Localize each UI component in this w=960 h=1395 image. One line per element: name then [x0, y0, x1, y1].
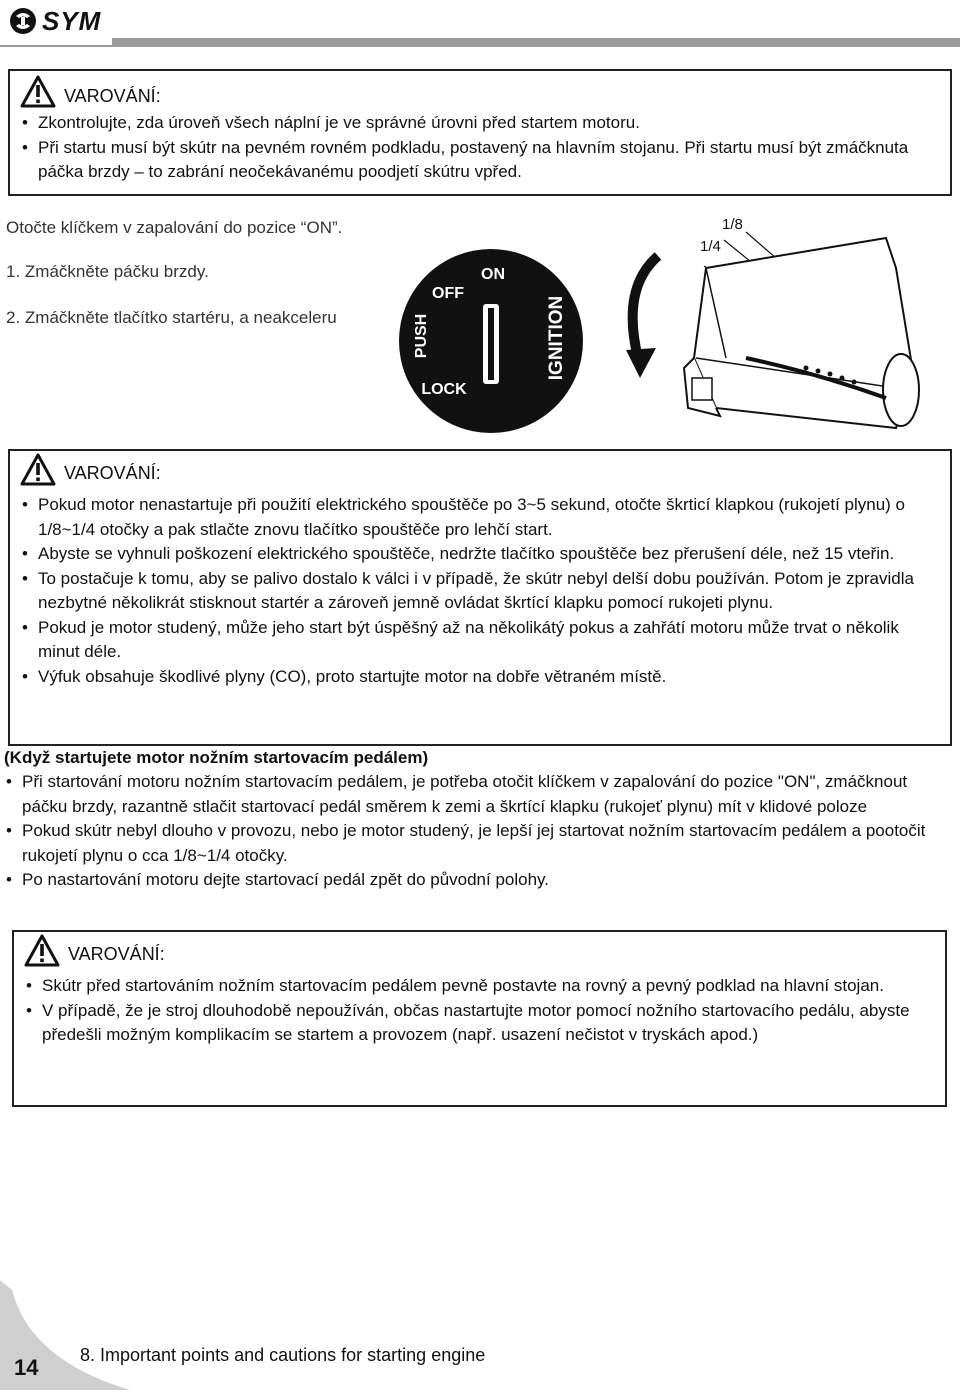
warning-list	[20, 493, 940, 689]
kick-start-section	[4, 746, 944, 893]
ignition-off-label: OFF	[432, 285, 464, 302]
warning-title	[24, 934, 935, 968]
page-number: 14	[14, 1355, 39, 1380]
warning-triangle-icon	[20, 453, 56, 487]
kick-start-list	[4, 770, 944, 893]
step-intro: Otočte klíčkem v zapalování do pozice “ON”.	[6, 218, 343, 237]
warning-list	[24, 974, 935, 1048]
list-item: • Pokud skútr nebyl dlouho v provozu, nebo je motor studený, je lepší jej startovat nožním startovacím pedálem a pootočit rukojetí plynu o cca 1/8~1/4 otočky.	[4, 819, 944, 868]
step-1: 1. Zmáčkněte páčku brzdy.	[6, 262, 209, 281]
list-item: • Abyste se vyhnuli poškození elektrického spouštěče, nedržte tlačítko spouštěče bez přerušení déle, než 15 vteřin.	[20, 542, 940, 567]
list-item: • Pokud je motor studený, může jeho start být úspěšný až na několikátý pokus a zahřátí motoru může trvat o několik minut déle.	[20, 616, 940, 665]
ignition-push-label: PUSH	[413, 313, 430, 359]
sym-emblem-icon	[8, 6, 38, 36]
ignition-switch-illustration	[396, 246, 586, 436]
header-rule	[0, 45, 960, 47]
throttle-grip-illustration	[596, 208, 946, 440]
ignition-lock-label: LOCK	[421, 381, 467, 398]
brand-name: SYM	[42, 5, 102, 36]
warning-box-3	[12, 930, 947, 1107]
list-item: • Zkontrolujte, zda úroveň všech náplní je ve správné úrovni před startem motoru.	[20, 111, 940, 136]
warning-triangle-icon	[20, 75, 56, 109]
step-2: 2. Zmáčkněte tlačítko startéru, a neakceleru	[6, 308, 337, 327]
warning-title-text: VAROVÁNÍ:	[68, 943, 165, 964]
warning-triangle-icon	[24, 934, 60, 968]
footer-section-title: 8. Important points and cautions for starting engine	[80, 1345, 486, 1365]
warning-title	[20, 75, 940, 109]
list-item: • Pokud motor nenastartuje při použití elektrického spouštěče po 3~5 sekund, otočte škrticí klapkou (rukojetí plynu) o 1/8~1/4 otočky a pak stlačte znovu tlačítko spouštěče pro lehčí start.	[20, 493, 940, 542]
warning-title-text: VAROVÁNÍ:	[64, 85, 161, 106]
throttle-label-1-8: 1/8	[722, 216, 743, 233]
brand-logo	[8, 4, 101, 38]
warning-box-2	[8, 449, 952, 746]
warning-box-1	[8, 69, 952, 196]
list-item: • Při startování motoru nožním startovacím pedálem, je potřeba otočit klíčkem v zapalování do pozice "ON", zmáčknout páčku brzdy, razantně stlačit startovací pedál směrem k zemi a škrtící klapku (rukojeť plynu) mít v klidové poloze	[4, 770, 944, 819]
list-item: • To postačuje k tomu, aby se palivo dostalo k válci i v případě, že skútr nebyl delší dobu používán. Potom je zpravidla nezbytné několikrát stisknout startér a zároveň jemně ovládat škrtící klapku pomocí rukojeti plynu.	[20, 567, 940, 616]
warning-title	[20, 453, 940, 487]
kick-start-heading: (Když startujete motor nožním startovacím pedálem)	[4, 748, 429, 767]
ignition-ignition-label: IGNITION	[546, 295, 567, 381]
list-item: • Po nastartování motoru dejte startovací pedál zpět do původní polohy.	[4, 868, 944, 893]
throttle-label-1-4: 1/4	[700, 238, 721, 255]
warning-title-text: VAROVÁNÍ:	[64, 462, 161, 483]
list-item: • Při startu musí být skútr na pevném rovném podkladu, postavený na hlavním stojanu. Při startu musí být zmáčknuta páčka brzdy – to zabrání neočekávanému poodjetí skútru vpřed.	[20, 136, 940, 185]
ignition-on-label: ON	[481, 266, 505, 283]
list-item: • Skútr před startováním nožním startovacím pedálem pevně postavte na rovný a pevný podklad na hlavní stojan.	[24, 974, 935, 999]
list-item: • V případě, že je stroj dlouhodobě nepoužíván, občas nastartujte motor pomocí nožního startovacího pedálu, abyste předešli možným komplikacím se startem a provozem (např. usazení nečistot v tryskách apod.)	[24, 999, 935, 1048]
warning-list	[20, 111, 940, 185]
list-item: • Výfuk obsahuje škodlivé plyny (CO), proto startujte motor na dobře větraném místě.	[20, 665, 940, 690]
